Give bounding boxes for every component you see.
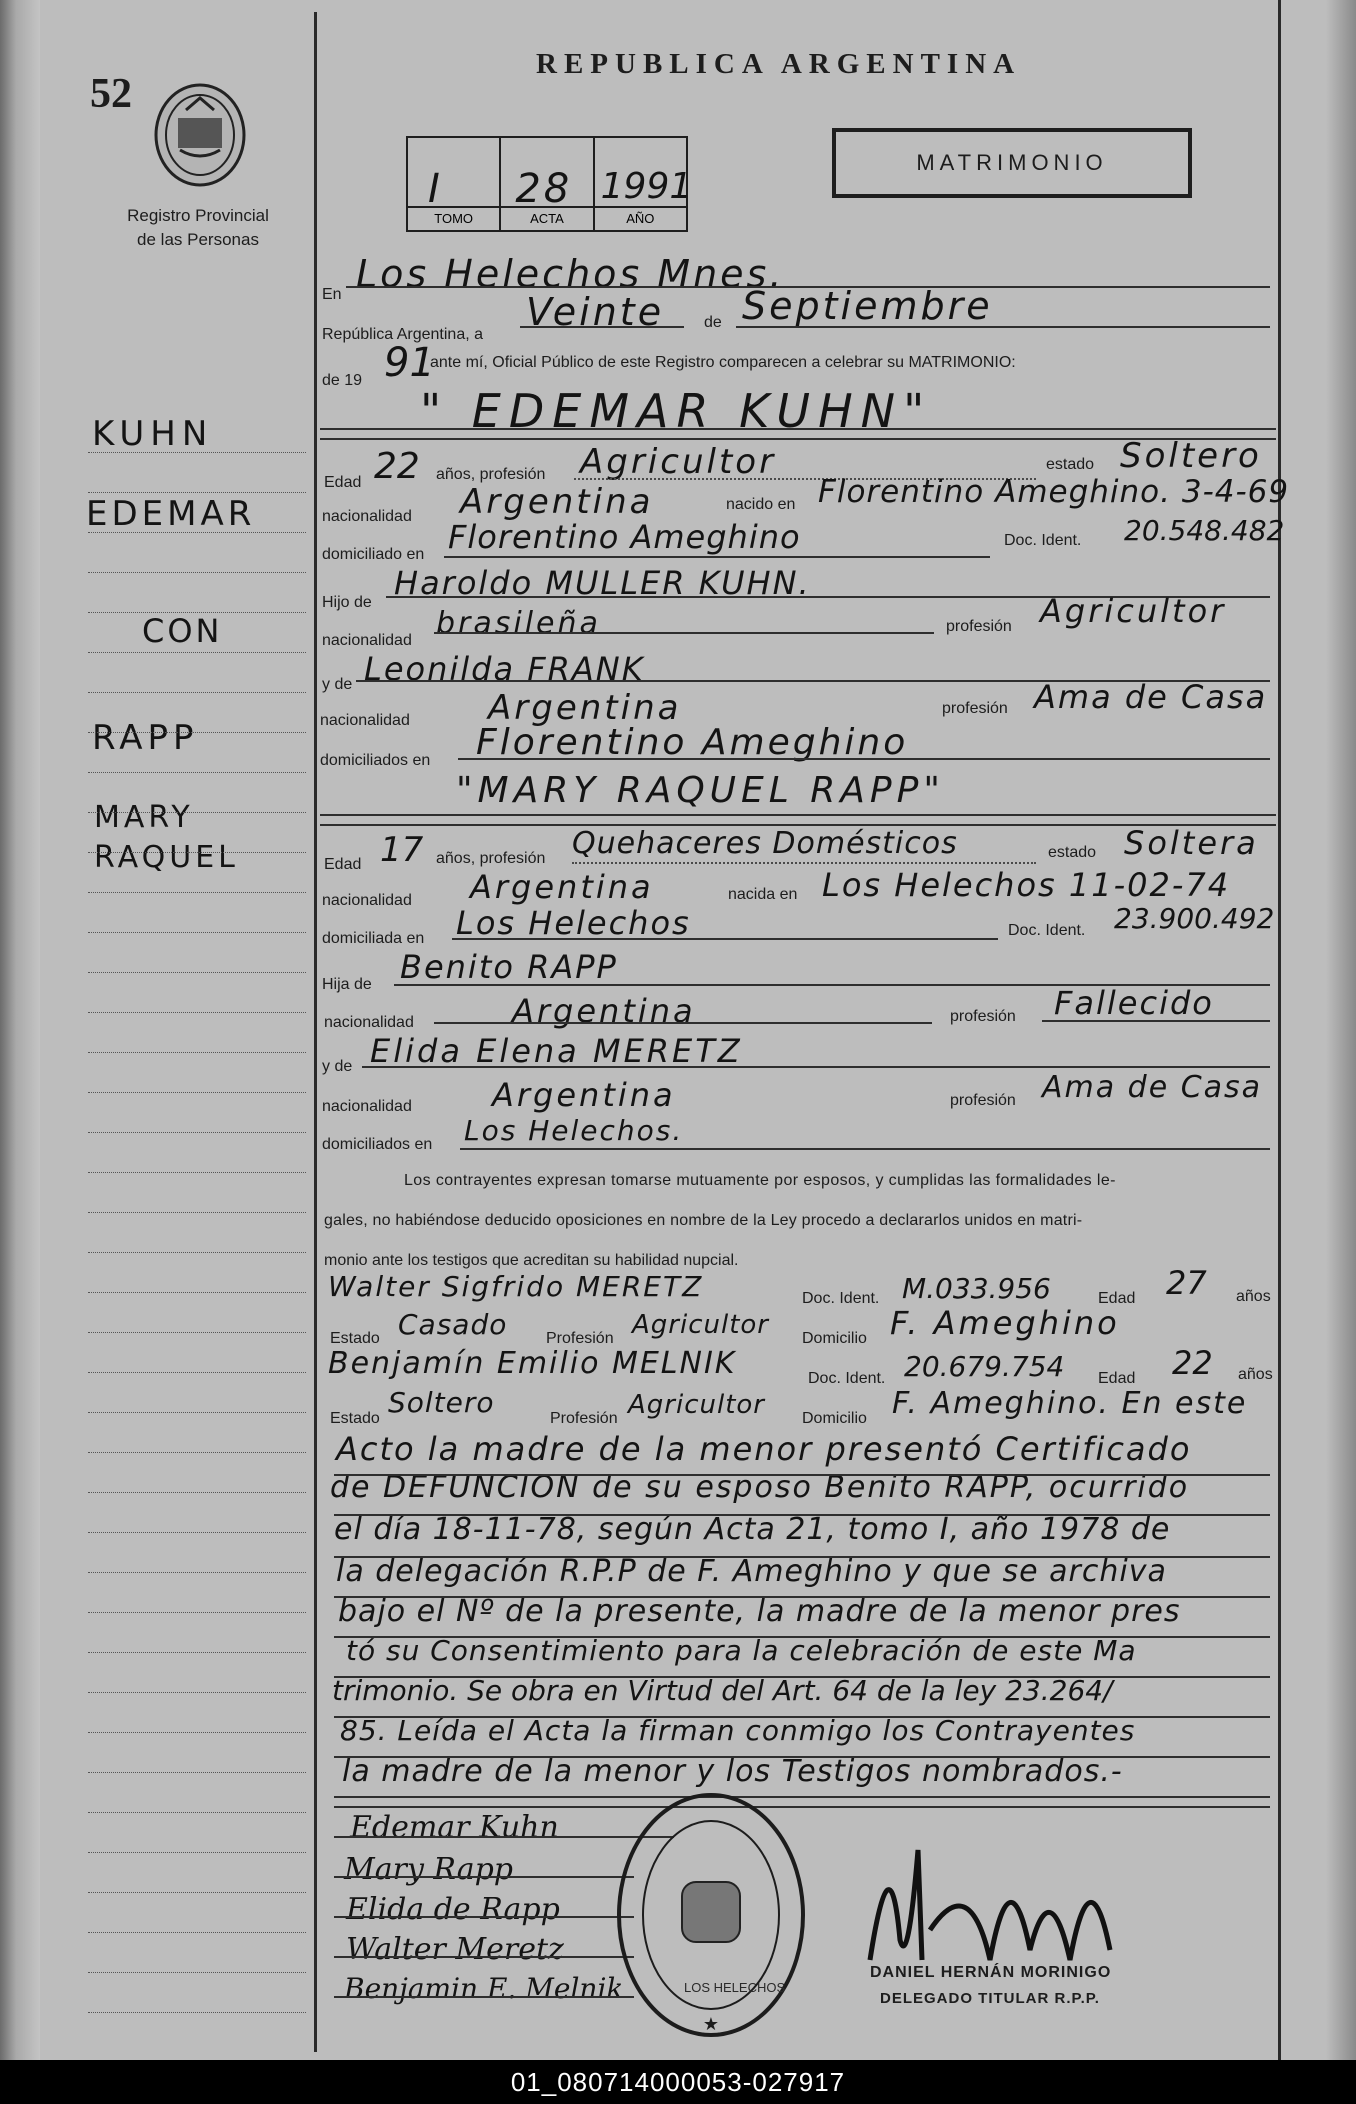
bride-domiciliada-line — [452, 938, 998, 940]
witness-1-doc-label: Doc. Ident. — [802, 1290, 880, 1307]
groom-profesion-label: años, profesión — [436, 466, 546, 483]
note-line: la madre de la menor y los Testigos nombrados.- — [342, 1754, 1123, 1789]
margin-rule-line — [88, 1292, 306, 1293]
margin-rule-line — [88, 1212, 306, 1213]
witness-2-name: Benjamín Emilio MELNIK — [328, 1346, 737, 1381]
en-label: En — [322, 286, 342, 303]
ano-value: 1991 — [600, 166, 693, 207]
bride-name: "MARY RAQUEL RAPP" — [456, 770, 945, 811]
bride-name-line — [320, 814, 1276, 816]
note-line: la delegación R.P.P de F. Ameghino y que se archiva — [336, 1554, 1167, 1589]
note-line: tó su Consentimiento para la celebración de este Ma — [346, 1634, 1137, 1667]
groom-estado-value: Soltero — [1120, 436, 1262, 476]
margin-rule-line — [88, 1052, 306, 1053]
year-value: 91 — [384, 340, 435, 386]
witness-1-doc-value: M.033.956 — [902, 1272, 1051, 1305]
witness-2-edad-value: 22 — [1172, 1344, 1213, 1382]
bride-domiciliados-label: domiciliados en — [322, 1136, 433, 1153]
groom-mother-nac-label: nacionalidad — [320, 712, 410, 729]
witness-2-profesion-value: Agricultor — [628, 1390, 765, 1420]
witness-2-anos-label: años — [1238, 1366, 1273, 1383]
bride-nacida-label: nacida en — [728, 886, 798, 903]
bride-profesion-value: Quehaceres Domésticos — [572, 826, 958, 861]
note-line: Acto la madre de la menor presentó Certificado — [336, 1430, 1192, 1468]
tomo-value: I — [428, 166, 443, 212]
witness-1-profesion-value: Agricultor — [632, 1310, 769, 1340]
witness-1-profesion-label: Profesión — [546, 1330, 614, 1347]
note-rule — [334, 1474, 1270, 1476]
margin-firstname-bride-1: MARY — [94, 800, 194, 835]
margin-rule-line — [88, 1892, 306, 1893]
declaration-line-1: Los contrayentes expresan tomarse mutuamente por esposos, y cumplidas las formalidades le- — [404, 1172, 1116, 1189]
groom-domiciliado-line — [444, 556, 990, 558]
margin-rule-line — [88, 1452, 306, 1453]
margin-rule-line — [88, 1692, 306, 1693]
place-value: Los Helechos Mnes. — [356, 252, 785, 296]
registry-line-1: Registro Provincial — [127, 206, 269, 225]
witness-1-edad-value: 27 — [1166, 1264, 1207, 1302]
witness-1-domicilio-value: F. Ameghino — [890, 1304, 1120, 1342]
groom-edad-label: Edad — [324, 474, 362, 491]
month-value: Septiembre — [742, 284, 993, 328]
scan-footer-code: 01_080714000053-027917 — [0, 2060, 1356, 2104]
note-line: el día 18-11-78, según Acta 21, tomo I, año 1978 de — [334, 1512, 1171, 1547]
bride-edad-value: 17 — [380, 830, 424, 870]
margin-rule-line — [88, 1372, 306, 1373]
bride-profesion-line — [572, 862, 1036, 864]
groom-mother-value: Leonilda FRANK — [364, 650, 645, 688]
margin-con: CON — [142, 612, 223, 650]
margin-rule-line — [88, 732, 306, 733]
groom-estado-label: estado — [1046, 456, 1095, 473]
day-line — [520, 326, 684, 328]
margin-rule-line — [88, 1852, 306, 1853]
note-rule — [334, 1636, 1270, 1638]
groom-mother-prof-value: Ama de Casa — [1034, 678, 1268, 716]
ano-cell — [595, 138, 693, 230]
groom-domiciliado-label: domiciliado en — [322, 546, 425, 563]
margin-rule-line — [88, 852, 306, 853]
note-line: trimonio. Se obra en Virtud del Art. 64 de la ley 23.264/ — [332, 1674, 1113, 1707]
witness-2-doc-label: Doc. Ident. — [808, 1370, 886, 1387]
margin-rule-line — [88, 492, 306, 493]
margin-divider — [314, 12, 317, 2052]
groom-father-value: Haroldo MULLER KUHN. — [394, 564, 811, 602]
country-title: REPUBLICA ARGENTINA — [536, 48, 1022, 80]
bride-doc-label: Doc. Ident. — [1008, 922, 1086, 939]
stamp-place: LOS HELECHOS — [684, 1980, 786, 1995]
bride-mother-value: Elida Elena MERETZ — [370, 1032, 743, 1070]
margin-rule-line — [88, 892, 306, 893]
de19-label: de 19 — [322, 372, 363, 389]
margin-rule-line — [88, 1532, 306, 1533]
margin-rule-line — [88, 692, 306, 693]
bride-domiciliada-label: domiciliada en — [322, 930, 425, 947]
groom-doc-label: Doc. Ident. — [1004, 532, 1082, 549]
witness-2-profesion-label: Profesión — [550, 1410, 618, 1427]
groom-father-nac-value: brasileña — [436, 606, 601, 641]
groom-hijo-label: Hijo de — [322, 594, 372, 611]
bride-father-nac-label: nacionalidad — [324, 1014, 414, 1031]
bride-father-nac-line — [434, 1022, 932, 1024]
bride-nacionalidad-label: nacionalidad — [322, 892, 412, 909]
witness-1-anos-label: años — [1236, 1288, 1271, 1305]
groom-nacionalidad-label: nacionalidad — [322, 508, 412, 525]
margin-firstname-bride-2: RAQUEL — [94, 840, 239, 875]
groom-profesion-value: Agricultor — [580, 442, 777, 482]
margin-rule-line — [88, 652, 306, 653]
bride-mother-nac-label: nacionalidad — [322, 1098, 412, 1115]
margin-rule-line — [88, 772, 306, 773]
groom-nacido-label: nacido en — [726, 496, 796, 513]
groom-nacionalidad-value: Argentina — [460, 482, 654, 522]
margin-surname-bride: RAPP — [92, 718, 199, 758]
margin-rule-line — [88, 1572, 306, 1573]
doc-type-label: MATRIMONIO — [916, 150, 1108, 175]
bride-profesion-label: años, profesión — [436, 850, 546, 867]
de-label: de — [704, 314, 722, 331]
witness-2-estado-value: Soltero — [388, 1386, 495, 1419]
margin-rule-line — [88, 532, 306, 533]
bride-doc-value: 23.900.492 — [1114, 902, 1275, 935]
margin-rule-line — [88, 1172, 306, 1173]
bride-edad-label: Edad — [324, 856, 362, 873]
groom-domiciliados-value: Florentino Ameghino — [476, 722, 909, 763]
groom-domiciliado-value: Florentino Ameghino — [448, 518, 801, 556]
comparecen-text: ante mí, Oficial Público de este Registro comparecen a celebrar su MATRIMONIO: — [430, 354, 1016, 371]
margin-rule-line — [88, 1612, 306, 1613]
witness-1-edad-label: Edad — [1098, 1290, 1136, 1307]
record-id-box — [406, 136, 693, 232]
groom-domiciliados-line — [458, 758, 1270, 760]
margin-rule-line — [88, 1092, 306, 1093]
groom-nacido-value: Florentino Ameghino. 3-4-69 — [818, 474, 1290, 510]
bride-nacida-value: Los Helechos 11-02-74 — [822, 866, 1231, 904]
groom-father-prof-label: profesión — [946, 618, 1012, 635]
margin-rule-line — [88, 1132, 306, 1133]
binding-edge — [0, 0, 40, 2060]
bride-hija-label: Hija de — [322, 976, 372, 993]
tomo-cell — [408, 138, 501, 230]
note-rule — [334, 1756, 1270, 1758]
bride-estado-label: estado — [1048, 844, 1097, 861]
signature-rule — [334, 1916, 634, 1918]
acta-label: ACTA — [501, 206, 592, 230]
signature-rule — [334, 1876, 634, 1878]
groom-father-nac-line — [434, 632, 934, 634]
republica-label: República Argentina, a — [322, 326, 483, 343]
groom-yde-label: y de — [322, 676, 353, 693]
bride-mother-prof-label: profesión — [950, 1092, 1016, 1109]
margin-rule-line — [88, 1772, 306, 1773]
signature: Elida de Rapp — [346, 1892, 560, 1927]
acta-value: 28 — [515, 166, 573, 212]
witness-2-estado-label: Estado — [330, 1410, 380, 1427]
margin-rule-line — [88, 1332, 306, 1333]
margin-rule-line — [88, 1732, 306, 1733]
right-border — [1278, 0, 1281, 2060]
official-name: DANIEL HERNÁN MORINIGO — [870, 1964, 1112, 1981]
groom-edad-value: 22 — [374, 446, 420, 487]
official-title: DELEGADO TITULAR R.P.P. — [880, 1990, 1100, 2007]
margin-rule-line — [88, 1252, 306, 1253]
margin-rule-line — [88, 972, 306, 973]
doc-type-box — [832, 128, 1192, 198]
signature-rule — [334, 1956, 634, 1958]
note-rule — [334, 1596, 1270, 1598]
bride-father-value: Benito RAPP — [400, 948, 618, 986]
bride-nacionalidad-value: Argentina — [470, 868, 654, 906]
bride-domiciliados-line — [460, 1148, 1270, 1150]
signature: Walter Meretz — [346, 1932, 564, 1967]
margin-rule-line — [88, 1412, 306, 1413]
margin-rule-line — [88, 572, 306, 573]
signature: Edemar Kuhn — [350, 1810, 559, 1845]
note-line: de DEFUNCION de su esposo Benito RAPP, ocurrido — [330, 1470, 1190, 1505]
note-rule — [334, 1514, 1270, 1516]
margin-rule-line — [88, 452, 306, 453]
signature: Benjamin E. Melnik — [344, 1972, 624, 2005]
page-right-edge — [1326, 0, 1356, 2060]
official-signature-icon — [860, 1810, 1140, 1980]
groom-father-nac-label: nacionalidad — [322, 632, 412, 649]
delegation-stamp-icon — [614, 1790, 808, 2040]
signature-rule — [334, 1996, 634, 1998]
bride-domiciliada-value: Los Helechos — [456, 904, 691, 942]
groom-name: " EDEMAR KUHN" — [420, 384, 933, 438]
bride-mother-prof-value: Ama de Casa — [1042, 1070, 1263, 1105]
bride-father-prof-label: profesión — [950, 1008, 1016, 1025]
margin-rule-line — [88, 612, 306, 613]
note-rule — [334, 1716, 1270, 1718]
declaration-line-3: monio ante los testigos que acreditan su habilidad nupcial. — [324, 1252, 739, 1269]
bride-father-nac-value: Argentina — [512, 992, 696, 1030]
bride-domiciliados-value: Los Helechos. — [464, 1114, 684, 1147]
tomo-label: TOMO — [408, 206, 499, 230]
witness-2-doc-value: 20.679.754 — [904, 1350, 1065, 1383]
provincial-seal-icon — [150, 80, 250, 190]
witness-1-estado-label: Estado — [330, 1330, 380, 1347]
margin-rule-line — [88, 812, 306, 813]
margin-rule-line — [88, 2012, 306, 2013]
bride-father-prof-value: Fallecido — [1054, 984, 1214, 1022]
margin-rule-line — [88, 1972, 306, 1973]
note-rule — [334, 1556, 1270, 1558]
groom-domiciliados-label: domiciliados en — [320, 752, 431, 769]
margin-rule-line — [88, 1492, 306, 1493]
margin-rule-line — [88, 1012, 306, 1013]
bride-mother-line — [362, 1066, 1270, 1068]
bride-father-prof-line — [1042, 1020, 1270, 1022]
margin-firstname-groom: EDEMAR — [86, 494, 256, 534]
declaration-line-2: gales, no habiéndose deducido oposiciones en nombre de la Ley procedo a declararlos unidos en matri- — [324, 1212, 1083, 1229]
witness-2-domicilio-label: Domicilio — [802, 1410, 867, 1427]
svg-text:★: ★ — [702, 2014, 720, 2035]
acta-cell — [501, 138, 594, 230]
witness-2-edad-label: Edad — [1098, 1370, 1136, 1387]
month-line — [736, 326, 1270, 328]
bride-estado-value: Soltera — [1124, 824, 1259, 862]
ano-label: AÑO — [595, 206, 686, 230]
witness-1-name: Walter Sigfrido MERETZ — [328, 1270, 704, 1303]
witness-1-domicilio-label: Domicilio — [802, 1330, 867, 1347]
groom-name-line — [320, 428, 1276, 430]
margin-surname-groom: KUHN — [92, 414, 214, 454]
witness-1-estado-value: Casado — [398, 1308, 508, 1341]
signature: Mary Rapp — [344, 1852, 513, 1887]
page-number: 52 — [90, 71, 132, 117]
groom-mother-nac-value: Argentina — [488, 688, 682, 728]
margin-rule-line — [88, 932, 306, 933]
bride-yde-label: y de — [322, 1058, 353, 1075]
note-line: bajo el Nº de la presente, la madre de la menor pres — [338, 1594, 1181, 1629]
note-rule — [334, 1676, 1270, 1678]
groom-doc-value: 20.548.482 — [1124, 514, 1285, 547]
registry-line-2: de las Personas — [137, 230, 259, 249]
groom-mother-prof-label: profesión — [942, 700, 1008, 717]
day-value: Veinte — [526, 290, 665, 334]
groom-father-prof-value: Agricultor — [1040, 592, 1227, 630]
note-line: 85. Leída el Acta la firman conmigo los Contrayentes — [340, 1714, 1136, 1747]
margin-rule-line — [88, 1652, 306, 1653]
witness-2-domicilio-value: F. Ameghino. En este — [892, 1386, 1248, 1421]
bride-mother-nac-value: Argentina — [492, 1076, 676, 1114]
margin-rule-line — [88, 1932, 306, 1933]
margin-rule-line — [88, 1812, 306, 1813]
